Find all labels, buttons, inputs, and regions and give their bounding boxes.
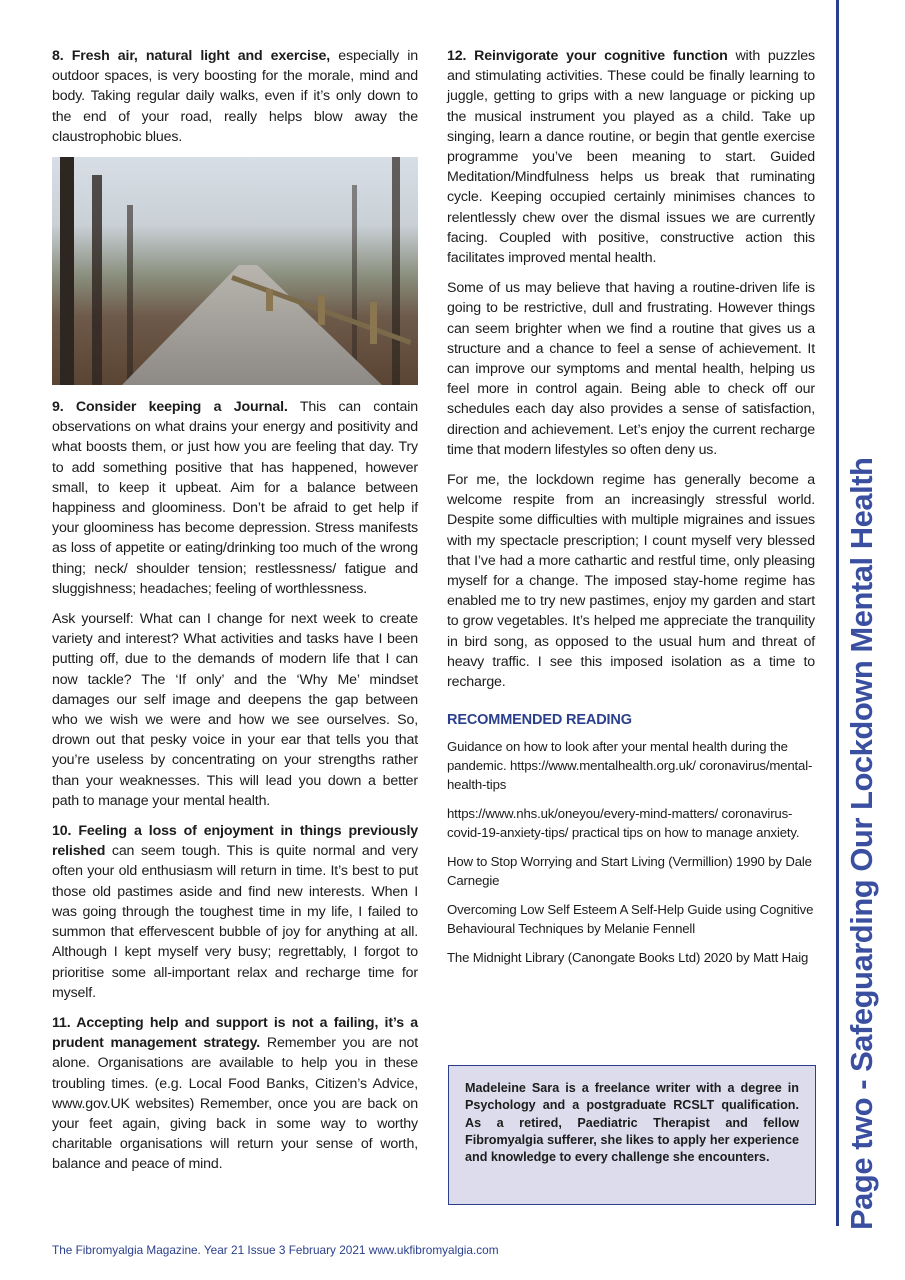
reading-item: The Midnight Library (Canongate Books Ltd) 2020 by Matt Haig	[447, 949, 809, 965]
reading-item: Overcoming Low Self Esteem A Self-Help Guide using Cognitive Behavioural Techniques by Melanie Fennell	[447, 901, 814, 936]
ask-yourself-paragraph: Ask yourself: What can I change for next week to create variety and interest? What activities and tasks have I been putting off, due to the demands of modern life that I can now tackle? The ‘If only’ and the ‘Why Me’ mindset damages our self image and deepens the gap between who we wish we were and how we see ourselves. So, drown out that pesky voice in your ear that tells you that you’re useless by concentrating on your strengths rather than your weaknesses. This will lead you down a better path to manage your mental health.	[52, 611, 418, 809]
author-bio-box: Madeleine Sara is a freelance writer with a degree in Psychology and a postgraduate RCSLT qualification. As a retired, Paediatric Therapist and fellow Fibromyalgia sufferer, she likes to apply her experience and knowledge to every challenge she encounters.	[448, 1065, 816, 1205]
footer: The Fibromyalgia Magazine. Year 21 Issue 3 February 2021 www.ukfibromyalgia.com	[52, 1243, 499, 1257]
side-divider	[836, 0, 839, 1226]
recommended-reading-heading: RECOMMENDED READING	[447, 712, 632, 729]
reading-item: https://www.nhs.uk/oneyou/every-mind-matters/ coronavirus-covid-19-anxiety-tips/ practical tips on how to manage anxiety.	[447, 805, 800, 840]
tip-11: 11. Accepting help and support is not a failing, it’s a prudent management strategy. Remember you are not alone. Organisations are available to help you in these troubling times. (e.g. Local Food Banks, Citizen’s Advice, www.gov.UK websites) Remember, once you are back on your feet again, giving back in some way to worthy charitable organisations will return your sense of worth, balance and peace of mind.	[52, 1014, 418, 1173]
tip-8: 8. Fresh air, natural light and exercise, especially in outdoor spaces, is very boosting for the morale, mind and body. Taking regular daily walks, even if it’s only down to the end of your road, really helps blow away the claustrophobic blues.	[52, 48, 418, 145]
tip-9: 9. Consider keeping a Journal. This can contain observations on what drains your energy and positivity and what boosts them, or just how you are feeling that day. Try to add something positive that has happened, however small, to keep it upbeat. Aim for a balance between happiness and gloominess. Don’t be afraid to get help if your gloominess has become depression. Stress manifests as loss of appetite or eating/drinking too much of the wrong thing; neck/ shoulder tension; restlessness/ fatigue and sluggishness; headaches; feeling of worthlessness.	[52, 399, 418, 597]
routine-paragraph: Some of us may believe that having a routine-driven life is going to be restrictive, dull and frustrating. However things can seem brighter when we find a routine that gives us a structure and a chance to feel a sense of achievement. It can improve our symptoms and mental health, helping us feel more in control again. Being able to check off our schedules each day also provides a sense of satisfaction, direction and achievement. Let’s enjoy the current recharge time that modern lifestyles so often deny us.	[447, 280, 815, 458]
side-title: Page two - Safeguarding Our Lockdown Mental Health	[844, 457, 879, 1230]
personal-paragraph: For me, the lockdown regime has generally become a welcome respite from an increasingly stressful world. Despite some difficulties with multiple migraines and issues with my spectacle prescription; I count myself very blessed that I’ve had a more cathartic and restful time, only pleasing myself for a change. The imposed stay-home regime has enabled me to try new pastimes, enjoy my garden and start to grow vegetables. It’s helped me appreciate the tranquility in bird song, as opposed to the usual hum and threat of heavy traffic. I see this imposed isolation as a time to recharge.	[447, 472, 815, 691]
woodland-path-photo	[52, 157, 418, 385]
left-column	[52, 46, 418, 1185]
right-column	[447, 46, 815, 977]
reading-item: How to Stop Worrying and Start Living (Vermillion) 1990 by Dale Carnegie	[447, 853, 812, 888]
tip-12: 12. Reinvigorate your cognitive function with puzzles and stimulating activities. These could be finally learning to juggle, getting to grips with a new language or picking up the musical instrument you played as a child. Take up singing, learn a dance routine, or begin that gentle exercise programme you’ve been meaning to start. Guided Meditation/Mindfulness helps us break that ruminating cycle. Keeping occupied certainly minimises chances to relentlessly chew over the dismal issues we are currently facing. Coupled with positive, constructive action this facilitates improved mental health.	[447, 48, 815, 267]
tip-10: 10. Feeling a loss of enjoyment in things previously relished can seem tough. This is quite normal and very often your old enthusiasm will return in time. It’s best to put those old pastimes aside and find new interests. When I was going through the toughest time in my life, I failed to summon that effervescent bubble of joy for anything at all. Although I kept myself very busy; regrettably, I forgot to prioritise some all-important relax and recharge time for myself.	[52, 823, 418, 1001]
reading-item: Guidance on how to look after your mental health during the pandemic. https://www.mentalhealth.org.uk/ coronavirus/mental-health-tips	[447, 738, 813, 792]
